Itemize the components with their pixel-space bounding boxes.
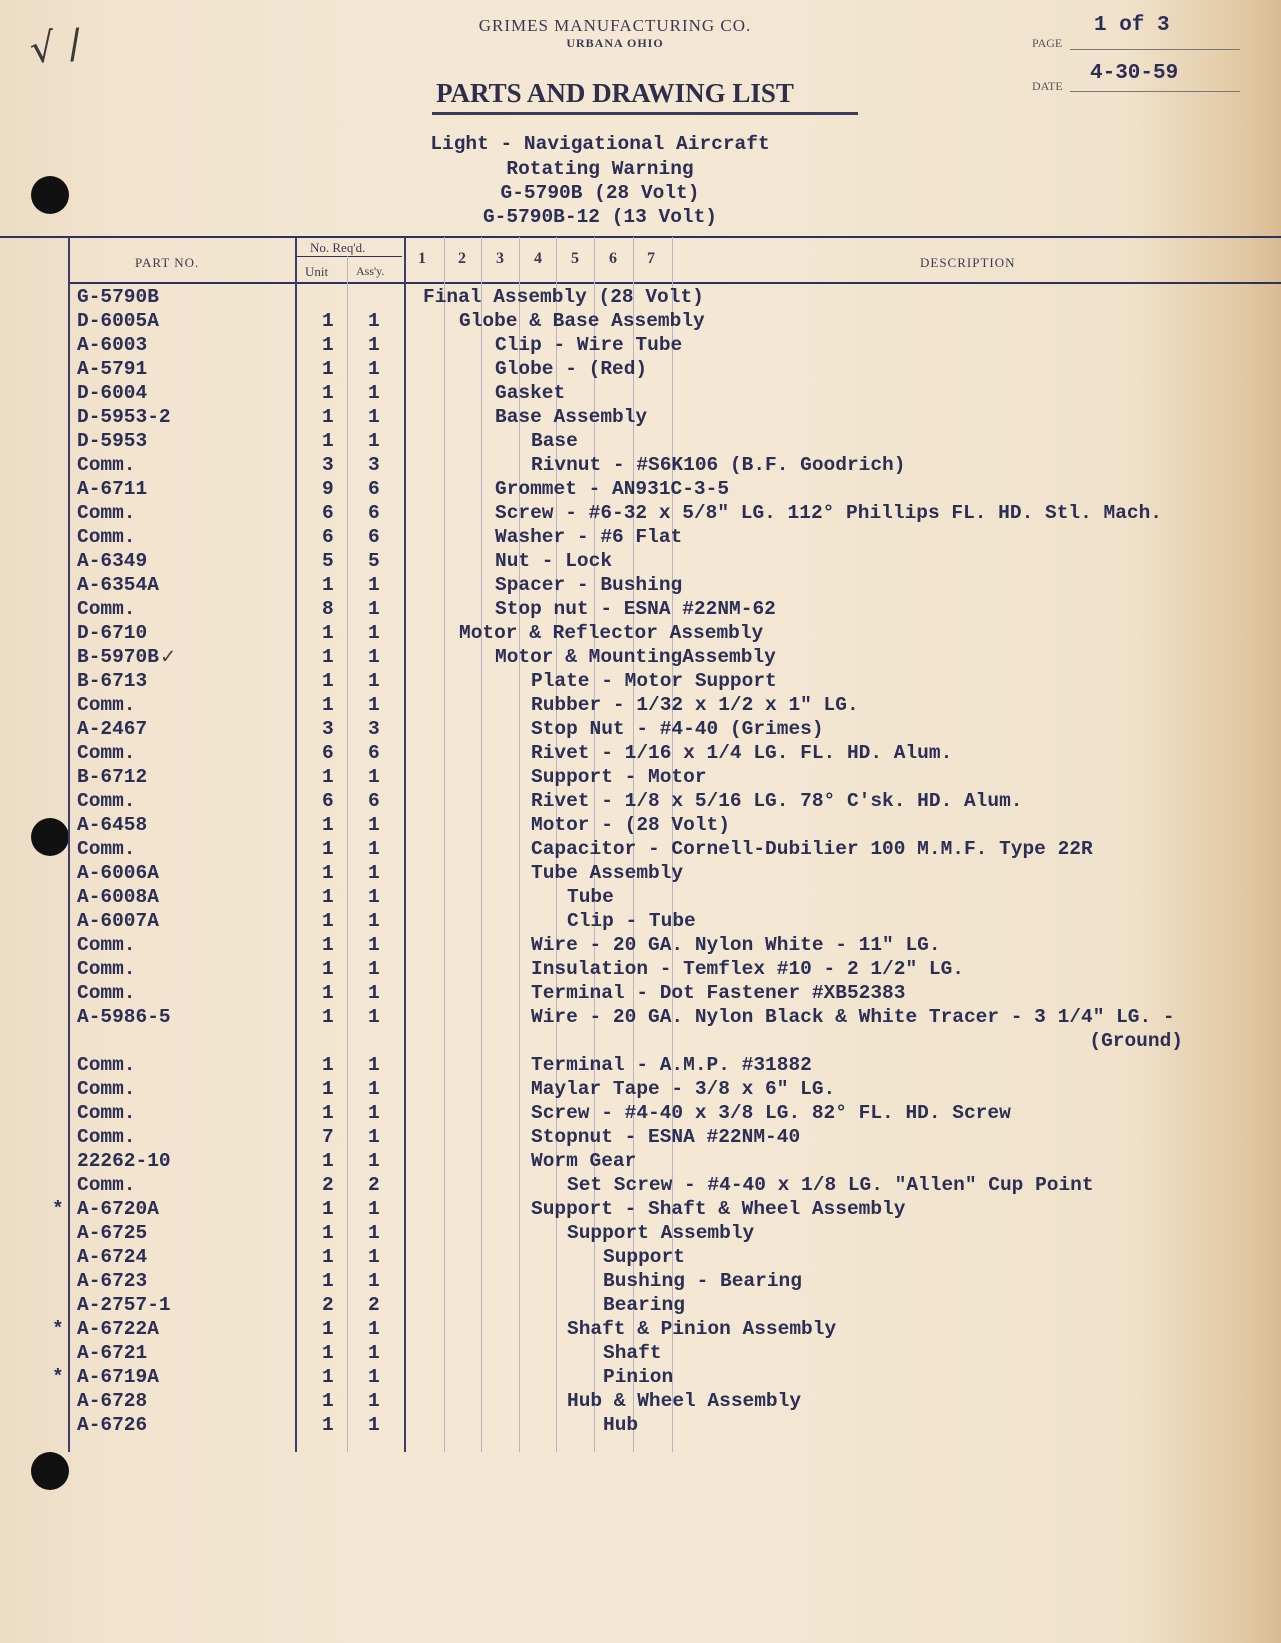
unit-quantity: 1	[322, 1414, 334, 1436]
table-row	[0, 909, 1281, 933]
assembly-quantity: 1	[368, 1318, 380, 1340]
description: Rivet - 1/8 x 5/16 LG. 78° C'sk. HD. Alum.	[531, 790, 1023, 812]
unit-quantity: 1	[322, 958, 334, 980]
unit-quantity: 1	[322, 1342, 334, 1364]
unit-quantity: 1	[322, 910, 334, 932]
header-level-3: 3	[496, 250, 504, 267]
assembly-quantity: 1	[368, 694, 380, 716]
unit-quantity: 1	[322, 1318, 334, 1340]
description: Set Screw - #4-40 x 1/8 LG. "Allen" Cup Point	[567, 1174, 1094, 1196]
description: Tube Assembly	[531, 862, 684, 884]
part-number: Comm.	[77, 598, 136, 620]
part-number: Comm.	[77, 1174, 136, 1196]
description: Motor & MountingAssembly	[495, 646, 776, 668]
unit-quantity: 5	[322, 550, 334, 572]
assembly-quantity: 1	[368, 1246, 380, 1268]
assembly-quantity: 1	[368, 886, 380, 908]
description: Hub	[603, 1414, 639, 1436]
assembly-quantity: 1	[368, 1270, 380, 1292]
description: Hub & Wheel Assembly	[567, 1390, 802, 1412]
description: Rivet - 1/16 x 1/4 LG. FL. HD. Alum.	[531, 742, 953, 764]
assembly-quantity: 1	[368, 406, 380, 428]
part-number: Comm.	[77, 934, 136, 956]
part-number: A-6007A	[77, 910, 159, 932]
unit-quantity: 1	[322, 406, 334, 428]
part-number: D-6005A	[77, 310, 159, 332]
description: Terminal - Dot Fastener #XB52383	[531, 982, 906, 1004]
unit-quantity: 1	[322, 1102, 334, 1124]
unit-quantity: 6	[322, 790, 334, 812]
header-level-5: 5	[571, 250, 579, 267]
punch-hole	[31, 176, 69, 214]
part-number: Comm.	[77, 838, 136, 860]
unit-quantity: 1	[322, 1270, 334, 1292]
description: Screw - #4-40 x 3/8 LG. 82° FL. HD. Screw	[531, 1102, 1011, 1124]
assembly-quantity: 1	[368, 958, 380, 980]
description: Bearing	[603, 1294, 685, 1316]
header-unit: Unit	[305, 264, 329, 279]
unit-quantity: 1	[322, 622, 334, 644]
table-row	[0, 1149, 1281, 1173]
unit-quantity: 1	[322, 1390, 334, 1412]
table-row	[0, 1317, 1281, 1341]
unit-quantity: 1	[322, 1078, 334, 1100]
table-header-rule	[68, 282, 1281, 284]
assembly-quantity: 1	[368, 1006, 380, 1028]
header-no-reqd: No. Req'd.	[310, 240, 366, 255]
table-row	[0, 501, 1281, 525]
assembly-quantity: 1	[368, 934, 380, 956]
assembly-quantity: 1	[368, 670, 380, 692]
part-number: D-6004	[77, 382, 148, 404]
title-underline	[432, 112, 858, 115]
part-number: B-6712	[77, 766, 148, 788]
header-level-7: 7	[647, 250, 655, 267]
part-number: Comm.	[77, 790, 136, 812]
page-label: PAGE	[1032, 36, 1063, 50]
part-number: D-5953	[77, 430, 148, 452]
table-row	[0, 621, 1281, 645]
date-label: DATE	[1032, 79, 1063, 93]
unit-quantity: 1	[322, 1054, 334, 1076]
table-row	[0, 1245, 1281, 1269]
revision-asterisk: *	[52, 1198, 64, 1220]
assembly-quantity: 1	[368, 1078, 380, 1100]
part-number: A-6723	[77, 1270, 148, 1292]
assembly-quantity: 1	[368, 814, 380, 836]
unit-quantity: 3	[322, 718, 334, 740]
description: Rivnut - #S6K106 (B.F. Goodrich)	[531, 454, 906, 476]
description: Shaft	[603, 1342, 662, 1364]
part-number: Comm.	[77, 1078, 136, 1100]
unit-quantity: 1	[322, 1222, 334, 1244]
unit-quantity: 1	[322, 1150, 334, 1172]
part-number: A-6726	[77, 1414, 148, 1436]
table-row	[0, 717, 1281, 741]
description: Tube	[567, 886, 614, 908]
part-number: A-6721	[77, 1342, 148, 1364]
assembly-quantity: 1	[368, 1222, 380, 1244]
subject-line-4: G-5790B-12 (13 Volt)	[482, 206, 718, 228]
description: Stopnut - ESNA #22NM-40	[531, 1126, 801, 1148]
table-row	[0, 1005, 1281, 1029]
punch-hole	[31, 1452, 69, 1490]
table-row	[0, 813, 1281, 837]
assembly-quantity: 1	[368, 622, 380, 644]
description: Support - Motor	[531, 766, 707, 788]
revision-asterisk: *	[52, 1318, 64, 1340]
description: Final Assembly (28 Volt)	[423, 286, 704, 308]
table-row	[0, 885, 1281, 909]
assembly-quantity: 1	[368, 1126, 380, 1148]
assembly-quantity: 5	[368, 550, 380, 572]
assembly-quantity: 1	[368, 310, 380, 332]
part-number: A-6725	[77, 1222, 148, 1244]
table-row	[0, 837, 1281, 861]
table-row	[0, 597, 1281, 621]
table-row	[0, 693, 1281, 717]
header-level-1: 1	[418, 250, 426, 267]
assembly-quantity: 3	[368, 454, 380, 476]
assembly-quantity: 1	[368, 1366, 380, 1388]
assembly-quantity: 1	[368, 838, 380, 860]
assembly-quantity: 1	[368, 382, 380, 404]
unit-quantity: 1	[322, 766, 334, 788]
subject-line-3: G-5790B (28 Volt)	[500, 182, 700, 204]
table-row	[0, 1389, 1281, 1413]
table-row	[0, 1365, 1281, 1389]
description: Stop nut - ESNA #22NM-62	[495, 598, 776, 620]
unit-quantity: 3	[322, 454, 334, 476]
date-value: 4-30-59	[1090, 62, 1179, 85]
table-row	[0, 1221, 1281, 1245]
handwritten-check-mark: √ /	[27, 20, 85, 74]
part-number: A-6711	[77, 478, 148, 500]
date-rule	[1070, 91, 1240, 92]
subject-line-1: Light - Navigational Aircraft	[430, 133, 770, 155]
part-number: Comm.	[77, 1126, 136, 1148]
table-row	[0, 765, 1281, 789]
table-row	[0, 1101, 1281, 1125]
table-row	[0, 405, 1281, 429]
assembly-quantity: 1	[368, 574, 380, 596]
part-number: A-6008A	[77, 886, 159, 908]
part-number: Comm.	[77, 982, 136, 1004]
description: Wire - 20 GA. Nylon Black & White Tracer - 3 1/4" LG. -	[531, 1006, 1175, 1028]
unit-quantity: 1	[322, 574, 334, 596]
assembly-quantity: 1	[368, 766, 380, 788]
assembly-quantity: 1	[368, 1198, 380, 1220]
table-row	[0, 381, 1281, 405]
unit-quantity: 9	[322, 478, 334, 500]
table-top-rule	[0, 236, 1281, 238]
header-part-no: PART NO.	[135, 255, 200, 270]
unit-quantity: 1	[322, 382, 334, 404]
table-row	[0, 861, 1281, 885]
assembly-quantity: 1	[368, 598, 380, 620]
unit-quantity: 1	[322, 886, 334, 908]
unit-quantity: 1	[322, 670, 334, 692]
table-row	[0, 333, 1281, 357]
assembly-quantity: 1	[368, 1102, 380, 1124]
company-city: URBANA OHIO	[566, 36, 664, 50]
part-number: A-6722A	[77, 1318, 159, 1340]
description: Pinion	[603, 1366, 674, 1388]
header-description: DESCRIPTION	[920, 255, 1016, 270]
unit-quantity: 6	[322, 742, 334, 764]
part-number: A-5986-5	[77, 1006, 171, 1028]
part-number: A-6728	[77, 1390, 148, 1412]
description: Bushing - Bearing	[603, 1270, 802, 1292]
description: Support	[603, 1246, 685, 1268]
part-number: A-6720A	[77, 1198, 159, 1220]
part-number: B-5970B	[77, 646, 159, 668]
unit-quantity: 1	[322, 1246, 334, 1268]
assembly-quantity: 1	[368, 862, 380, 884]
assembly-quantity: 2	[368, 1294, 380, 1316]
description: Plate - Motor Support	[531, 670, 777, 692]
description: Terminal - A.M.P. #31882	[531, 1054, 812, 1076]
reqd-divider	[296, 256, 402, 257]
part-number: Comm.	[77, 742, 136, 764]
header-level-2: 2	[458, 250, 466, 267]
table-row	[0, 1173, 1281, 1197]
header-level-4: 4	[534, 250, 542, 267]
description: Support - Shaft & Wheel Assembly	[531, 1198, 906, 1220]
description: Screw - #6-32 x 5/8" LG. 112° Phillips FL. HD. Stl. Mach.	[495, 502, 1163, 524]
unit-quantity: 7	[322, 1126, 334, 1148]
description: Clip - Tube	[567, 910, 696, 932]
part-number: Comm.	[77, 526, 136, 548]
assembly-quantity: 1	[368, 1054, 380, 1076]
part-number: Comm.	[77, 958, 136, 980]
description: Worm Gear	[531, 1150, 637, 1172]
header-level-6: 6	[609, 250, 617, 267]
table-row	[0, 1029, 1281, 1053]
table-row	[0, 789, 1281, 813]
table-row	[0, 933, 1281, 957]
assembly-quantity: 1	[368, 1150, 380, 1172]
assembly-quantity: 2	[368, 1174, 380, 1196]
part-number: A-5791	[77, 358, 148, 380]
unit-quantity: 8	[322, 598, 334, 620]
description: Spacer - Bushing	[495, 574, 683, 596]
assembly-quantity: 1	[368, 982, 380, 1004]
table-row	[0, 669, 1281, 693]
assembly-quantity: 6	[368, 742, 380, 764]
assembly-quantity: 6	[368, 790, 380, 812]
description: Wire - 20 GA. Nylon White - 11" LG.	[531, 934, 941, 956]
table-row	[0, 981, 1281, 1005]
table-row	[0, 1269, 1281, 1293]
description: Shaft & Pinion Assembly	[567, 1318, 837, 1340]
description: Maylar Tape - 3/8 x 6" LG.	[531, 1078, 836, 1100]
assembly-quantity: 6	[368, 502, 380, 524]
description: Base Assembly	[495, 406, 648, 428]
description: Globe & Base Assembly	[459, 310, 705, 332]
table-row	[0, 309, 1281, 333]
part-number: A-6458	[77, 814, 148, 836]
description: Motor & Reflector Assembly	[459, 622, 764, 644]
part-number: Comm.	[77, 1102, 136, 1124]
assembly-quantity: 1	[368, 1414, 380, 1436]
table-row	[0, 1293, 1281, 1317]
revision-asterisk: *	[52, 1366, 64, 1388]
table-row	[0, 525, 1281, 549]
assembly-quantity: 1	[368, 1390, 380, 1412]
unit-quantity: 1	[322, 310, 334, 332]
part-number: A-2757-1	[77, 1294, 171, 1316]
table-row	[0, 645, 1281, 669]
unit-quantity: 1	[322, 934, 334, 956]
unit-quantity: 1	[322, 430, 334, 452]
header-assy: Ass'y.	[356, 264, 385, 278]
unit-quantity: 6	[322, 502, 334, 524]
unit-quantity: 2	[322, 1174, 334, 1196]
unit-quantity: 1	[322, 646, 334, 668]
description: Washer - #6 Flat	[495, 526, 683, 548]
description: Stop Nut - #4-40 (Grimes)	[531, 718, 824, 740]
part-number: Comm.	[77, 694, 136, 716]
table-row	[0, 1413, 1281, 1437]
part-number: 22262-10	[77, 1150, 171, 1172]
page-number: 1 of 3	[1094, 14, 1170, 37]
part-number: D-5953-2	[77, 406, 171, 428]
part-number: B-6713	[77, 670, 148, 692]
unit-quantity: 1	[322, 358, 334, 380]
description: Motor - (28 Volt)	[531, 814, 730, 836]
table-row	[0, 741, 1281, 765]
unit-quantity: 1	[322, 694, 334, 716]
assembly-quantity: 1	[368, 910, 380, 932]
part-number: A-6354A	[77, 574, 159, 596]
assembly-quantity: 6	[368, 526, 380, 548]
part-number: Comm.	[77, 1054, 136, 1076]
table-row	[0, 453, 1281, 477]
unit-quantity: 6	[322, 526, 334, 548]
assembly-quantity: 1	[368, 646, 380, 668]
table-row	[0, 1125, 1281, 1149]
table-row	[0, 1341, 1281, 1365]
assembly-quantity: 1	[368, 334, 380, 356]
assembly-quantity: 1	[368, 1342, 380, 1364]
unit-quantity: 1	[322, 862, 334, 884]
unit-quantity: 1	[322, 814, 334, 836]
unit-quantity: 1	[322, 982, 334, 1004]
table-row	[0, 285, 1281, 309]
unit-quantity: 1	[322, 838, 334, 860]
table-row	[0, 573, 1281, 597]
page-rule	[1070, 49, 1240, 50]
description: Support Assembly	[567, 1222, 755, 1244]
assembly-quantity: 1	[368, 430, 380, 452]
unit-quantity: 1	[322, 1198, 334, 1220]
description: Capacitor - Cornell-Dubilier 100 M.M.F. Type 22R	[531, 838, 1093, 860]
assembly-quantity: 6	[368, 478, 380, 500]
description: Rubber - 1/32 x 1/2 x 1" LG.	[531, 694, 859, 716]
table-row	[0, 549, 1281, 573]
page-title: PARTS AND DRAWING LIST	[436, 78, 794, 108]
part-number: D-6710	[77, 622, 148, 644]
unit-quantity: 2	[322, 1294, 334, 1316]
part-number: Comm.	[77, 502, 136, 524]
part-number: G-5790B	[77, 286, 159, 308]
part-number: A-2467	[77, 718, 148, 740]
table-row	[0, 1053, 1281, 1077]
assembly-quantity: 3	[368, 718, 380, 740]
check-mark: ✓	[160, 645, 177, 668]
subject-line-2: Rotating Warning	[506, 158, 694, 180]
table-row	[0, 429, 1281, 453]
company-name: GRIMES MANUFACTURING CO.	[478, 16, 752, 35]
description: Nut - Lock	[495, 550, 613, 572]
table-row	[0, 357, 1281, 381]
unit-quantity: 1	[322, 1006, 334, 1028]
part-number: A-6719A	[77, 1366, 159, 1388]
part-number: A-6724	[77, 1246, 148, 1268]
table-row	[0, 1077, 1281, 1101]
part-number: A-6003	[77, 334, 148, 356]
assembly-quantity: 1	[368, 358, 380, 380]
table-row	[0, 1197, 1281, 1221]
part-number: Comm.	[77, 454, 136, 476]
description: Grommet - AN931C-3-5	[495, 478, 730, 500]
description: Gasket	[495, 382, 566, 404]
part-number: A-6349	[77, 550, 148, 572]
unit-quantity: 1	[322, 334, 334, 356]
description: Insulation - Temflex #10 - 2 1/2" LG.	[531, 958, 964, 980]
description: Clip - Wire Tube	[495, 334, 683, 356]
description-continuation: (Ground)	[1089, 1030, 1183, 1052]
unit-quantity: 1	[322, 1366, 334, 1388]
description: Base	[531, 430, 578, 452]
description: Globe - (Red)	[495, 358, 648, 380]
part-number: A-6006A	[77, 862, 159, 884]
table-row	[0, 477, 1281, 501]
table-row	[0, 957, 1281, 981]
